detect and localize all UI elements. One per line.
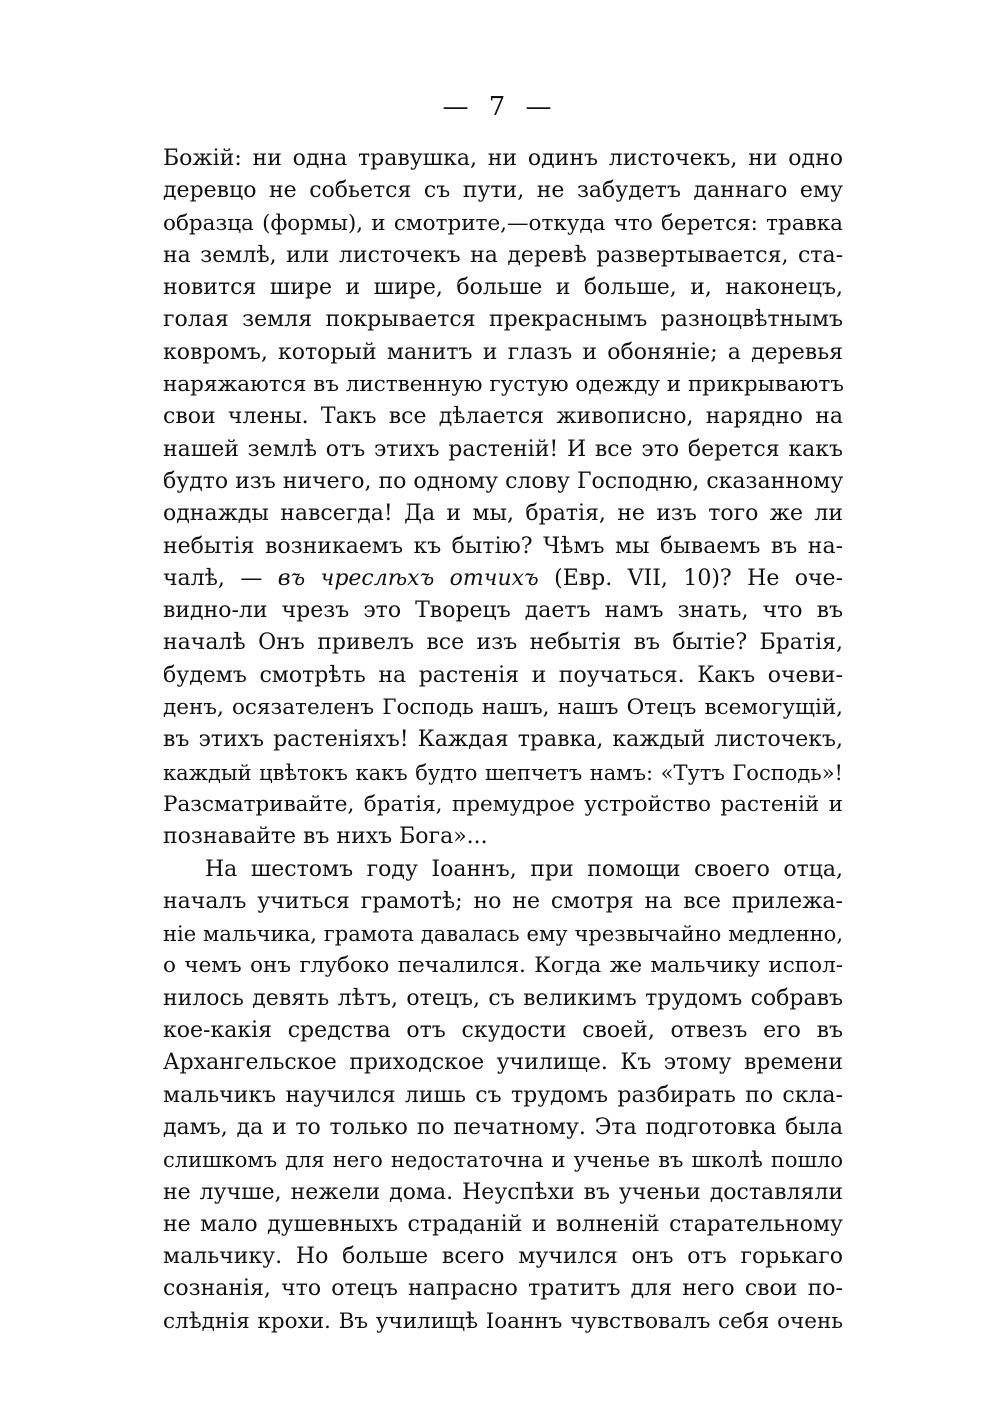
text-line: на землѣ, или листочекъ на деревѣ развертывается, ста-: [163, 242, 843, 268]
text-line: Архангельское приходское училище. Къ этому времени: [163, 1050, 843, 1076]
text-line: кое-какія средства отъ скудости своей, отвезъ его въ: [163, 1018, 843, 1044]
text-line: новится шире и шире, больше и больше, и, наконецъ,: [163, 275, 843, 301]
text-line: о чемъ онъ глубоко печалился. Когда же мальчику испол-: [163, 953, 843, 979]
body-text: [163, 143, 843, 1338]
text-line: познавайте въ нихъ Бога»...: [163, 824, 488, 850]
text-line: однажды навсегда! Да и мы, братія, не изъ того же ли: [163, 501, 843, 527]
page-number: — 7 —: [442, 92, 558, 122]
text-line: сознанія, что отецъ напрасно тратитъ для него свои по-: [163, 1276, 843, 1302]
text-line: свои члены. Такъ все дѣлается живописно, нарядно на: [163, 404, 843, 430]
citation-lead-in: чалѣ, —: [163, 565, 278, 591]
text-line: денъ, осязателенъ Господь нашъ, нашъ Отецъ всемогущій,: [163, 695, 843, 721]
text-line: началъ учиться грамотѣ; но не смотря на все прилежа-: [163, 888, 843, 914]
text-line: наряжаются въ лиственную густую одежду и прикрываютъ: [163, 372, 844, 398]
text-line: дамъ, да и то только по печатному. Эта подготовка была: [163, 1114, 843, 1140]
text-line: началѣ Онъ привелъ все изъ небытія въ бытіе? Братія,: [163, 630, 843, 656]
text-line: ковромъ, который манитъ и глазъ и обонянie; а деревья: [163, 339, 843, 365]
paragraph-1: [163, 143, 843, 854]
text-line: нилось девять лѣтъ, отецъ, съ великимъ трудомъ собравъ: [163, 985, 843, 1011]
scripture-quote: въ чреслѣхъ отчихъ: [277, 565, 539, 591]
text-line: будто изъ ничего, по одному слову Господню, сказанному: [163, 468, 844, 494]
text-line: будемъ смотрѣть на растенія и поучаться. Какъ очеви-: [163, 662, 843, 688]
text-line: нie мальчика, грамота давалась ему чрезвычайно медленно,: [163, 922, 843, 947]
text-line: въ этихъ растеніяхъ! Каждая травка, каждый листочекъ,: [163, 727, 843, 753]
text-line: слишкомъ для него недостаточна и ученье въ школѣ пошло: [163, 1148, 843, 1173]
text-line: мальчикъ научился лишь съ трудомъ разбирать по скла-: [163, 1082, 843, 1108]
text-line: Разсматривайте, братія, премудрое устройство растеній и: [163, 791, 843, 817]
paragraph-2: [163, 854, 843, 1338]
scripture-reference: (Евр. VII, 10)? Не оче-: [538, 565, 843, 591]
text-line: небытія возникаемъ къ бытію? Чѣмъ мы бываемъ въ на-: [163, 533, 843, 559]
text-line: мальчику. Но больше всего мучился онъ отъ горькаго: [163, 1244, 843, 1270]
text-line: нашей землѣ отъ этихъ растеній! И все это берется какъ: [163, 436, 843, 462]
text-line: Божій: ни одна травушка, ни одинъ листочекъ, ни одно: [163, 146, 843, 171]
text-line: не мало душевныхъ страданій и волненій старательному: [163, 1211, 843, 1237]
text-line: образца (формы), и смотрите,—откуда что берется: травка: [163, 210, 843, 236]
text-line: не лучше, нежели дома. Неуспѣхи въ ученьи доставляли: [163, 1179, 843, 1205]
text-line: На шестомъ году Іоаннъ, при помощи своего отца,: [205, 856, 843, 882]
text-line: деревцо не собьется съ пути, не забудетъ даннаго ему: [163, 178, 843, 204]
text-line-with-citation: [163, 563, 843, 595]
text-line: каждый цвѣтокъ какъ будто шепчетъ намъ: «Тутъ Господь»!: [163, 760, 843, 785]
text-line: слѣднія крохи. Въ училищѣ Іоаннъ чувствовалъ себя очень: [163, 1308, 843, 1334]
text-line: голая земля покрывается прекраснымъ разноцвѣтнымъ: [163, 307, 843, 333]
text-line: видно-ли чрезъ это Творецъ даетъ намъ знать, что въ: [163, 598, 843, 624]
